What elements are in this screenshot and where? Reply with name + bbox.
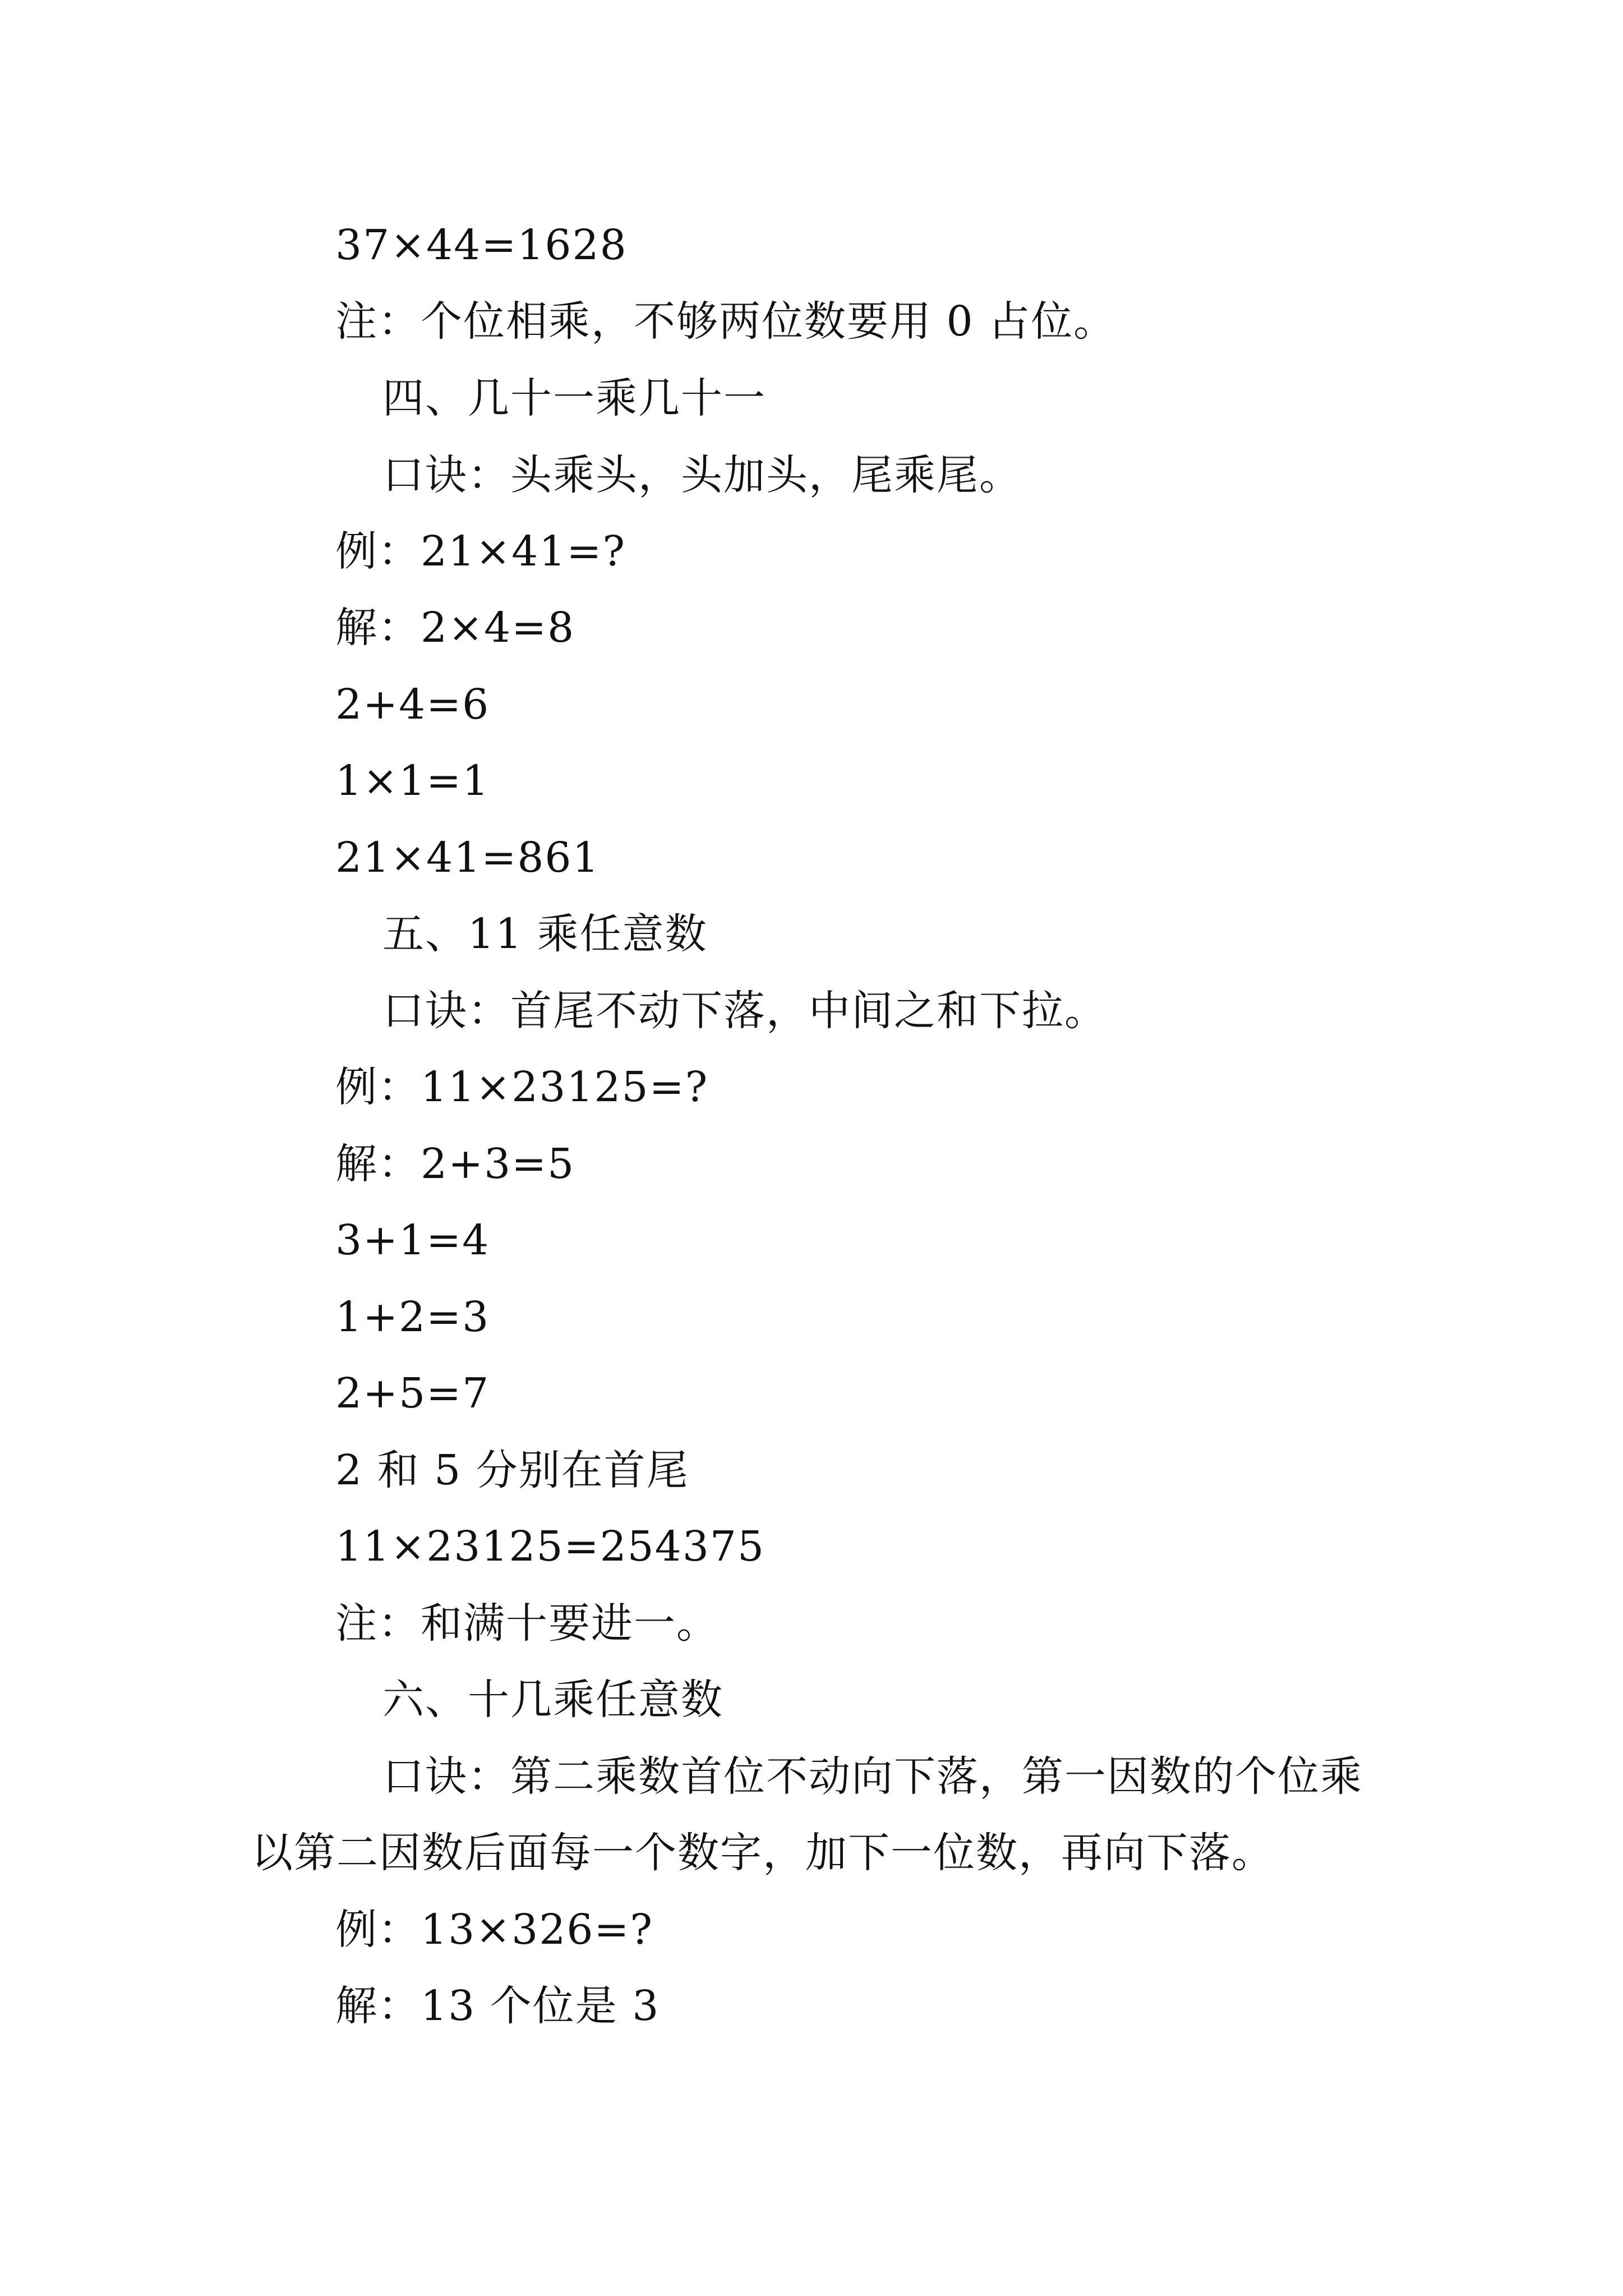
solution-line: 解：2+3=5 <box>335 1140 575 1188</box>
note-line: 注：个位相乘，不够两位数要用 0 占位。 <box>335 297 1117 346</box>
equation-line: 11×23125=254375 <box>335 1522 766 1571</box>
section-heading: 五、11 乘任意数 <box>382 910 708 958</box>
note-line: 注：和满十要进一。 <box>335 1599 719 1648</box>
example-line: 例：21×41=? <box>335 527 626 576</box>
text-line: 2 和 5 分别在首尾 <box>335 1446 689 1494</box>
equation-line: 21×41=861 <box>335 834 600 882</box>
equation-line: 1+2=3 <box>335 1293 490 1341</box>
solution-line: 解：2×4=8 <box>335 604 575 652</box>
equation-line: 37×44=1628 <box>335 221 628 269</box>
rhyme-line: 口诀：第二乘数首位不动向下落，第一因数的个位乘 <box>382 1752 1363 1801</box>
section-heading: 六、十几乘任意数 <box>382 1676 723 1724</box>
example-line: 例：13×326=? <box>335 1906 654 1954</box>
rhyme-line: 口诀：首尾不动下落，中间之和下拉。 <box>382 987 1107 1035</box>
example-line: 例：11×23125=? <box>335 1063 709 1111</box>
solution-line: 解：13 个位是 3 <box>335 1982 660 2030</box>
equation-line: 1×1=1 <box>335 757 490 805</box>
rhyme-line: 口诀：头乘头，头加头，尾乘尾。 <box>382 451 1022 499</box>
section-heading: 四、几十一乘几十一 <box>382 374 766 422</box>
equation-line: 2+5=7 <box>335 1369 490 1418</box>
equation-line: 2+4=6 <box>335 680 490 729</box>
rhyme-line-continued: 以第二因数后面每一个数字，加下一位数，再向下落。 <box>251 1829 1274 1877</box>
equation-line: 3+1=4 <box>335 1216 490 1264</box>
